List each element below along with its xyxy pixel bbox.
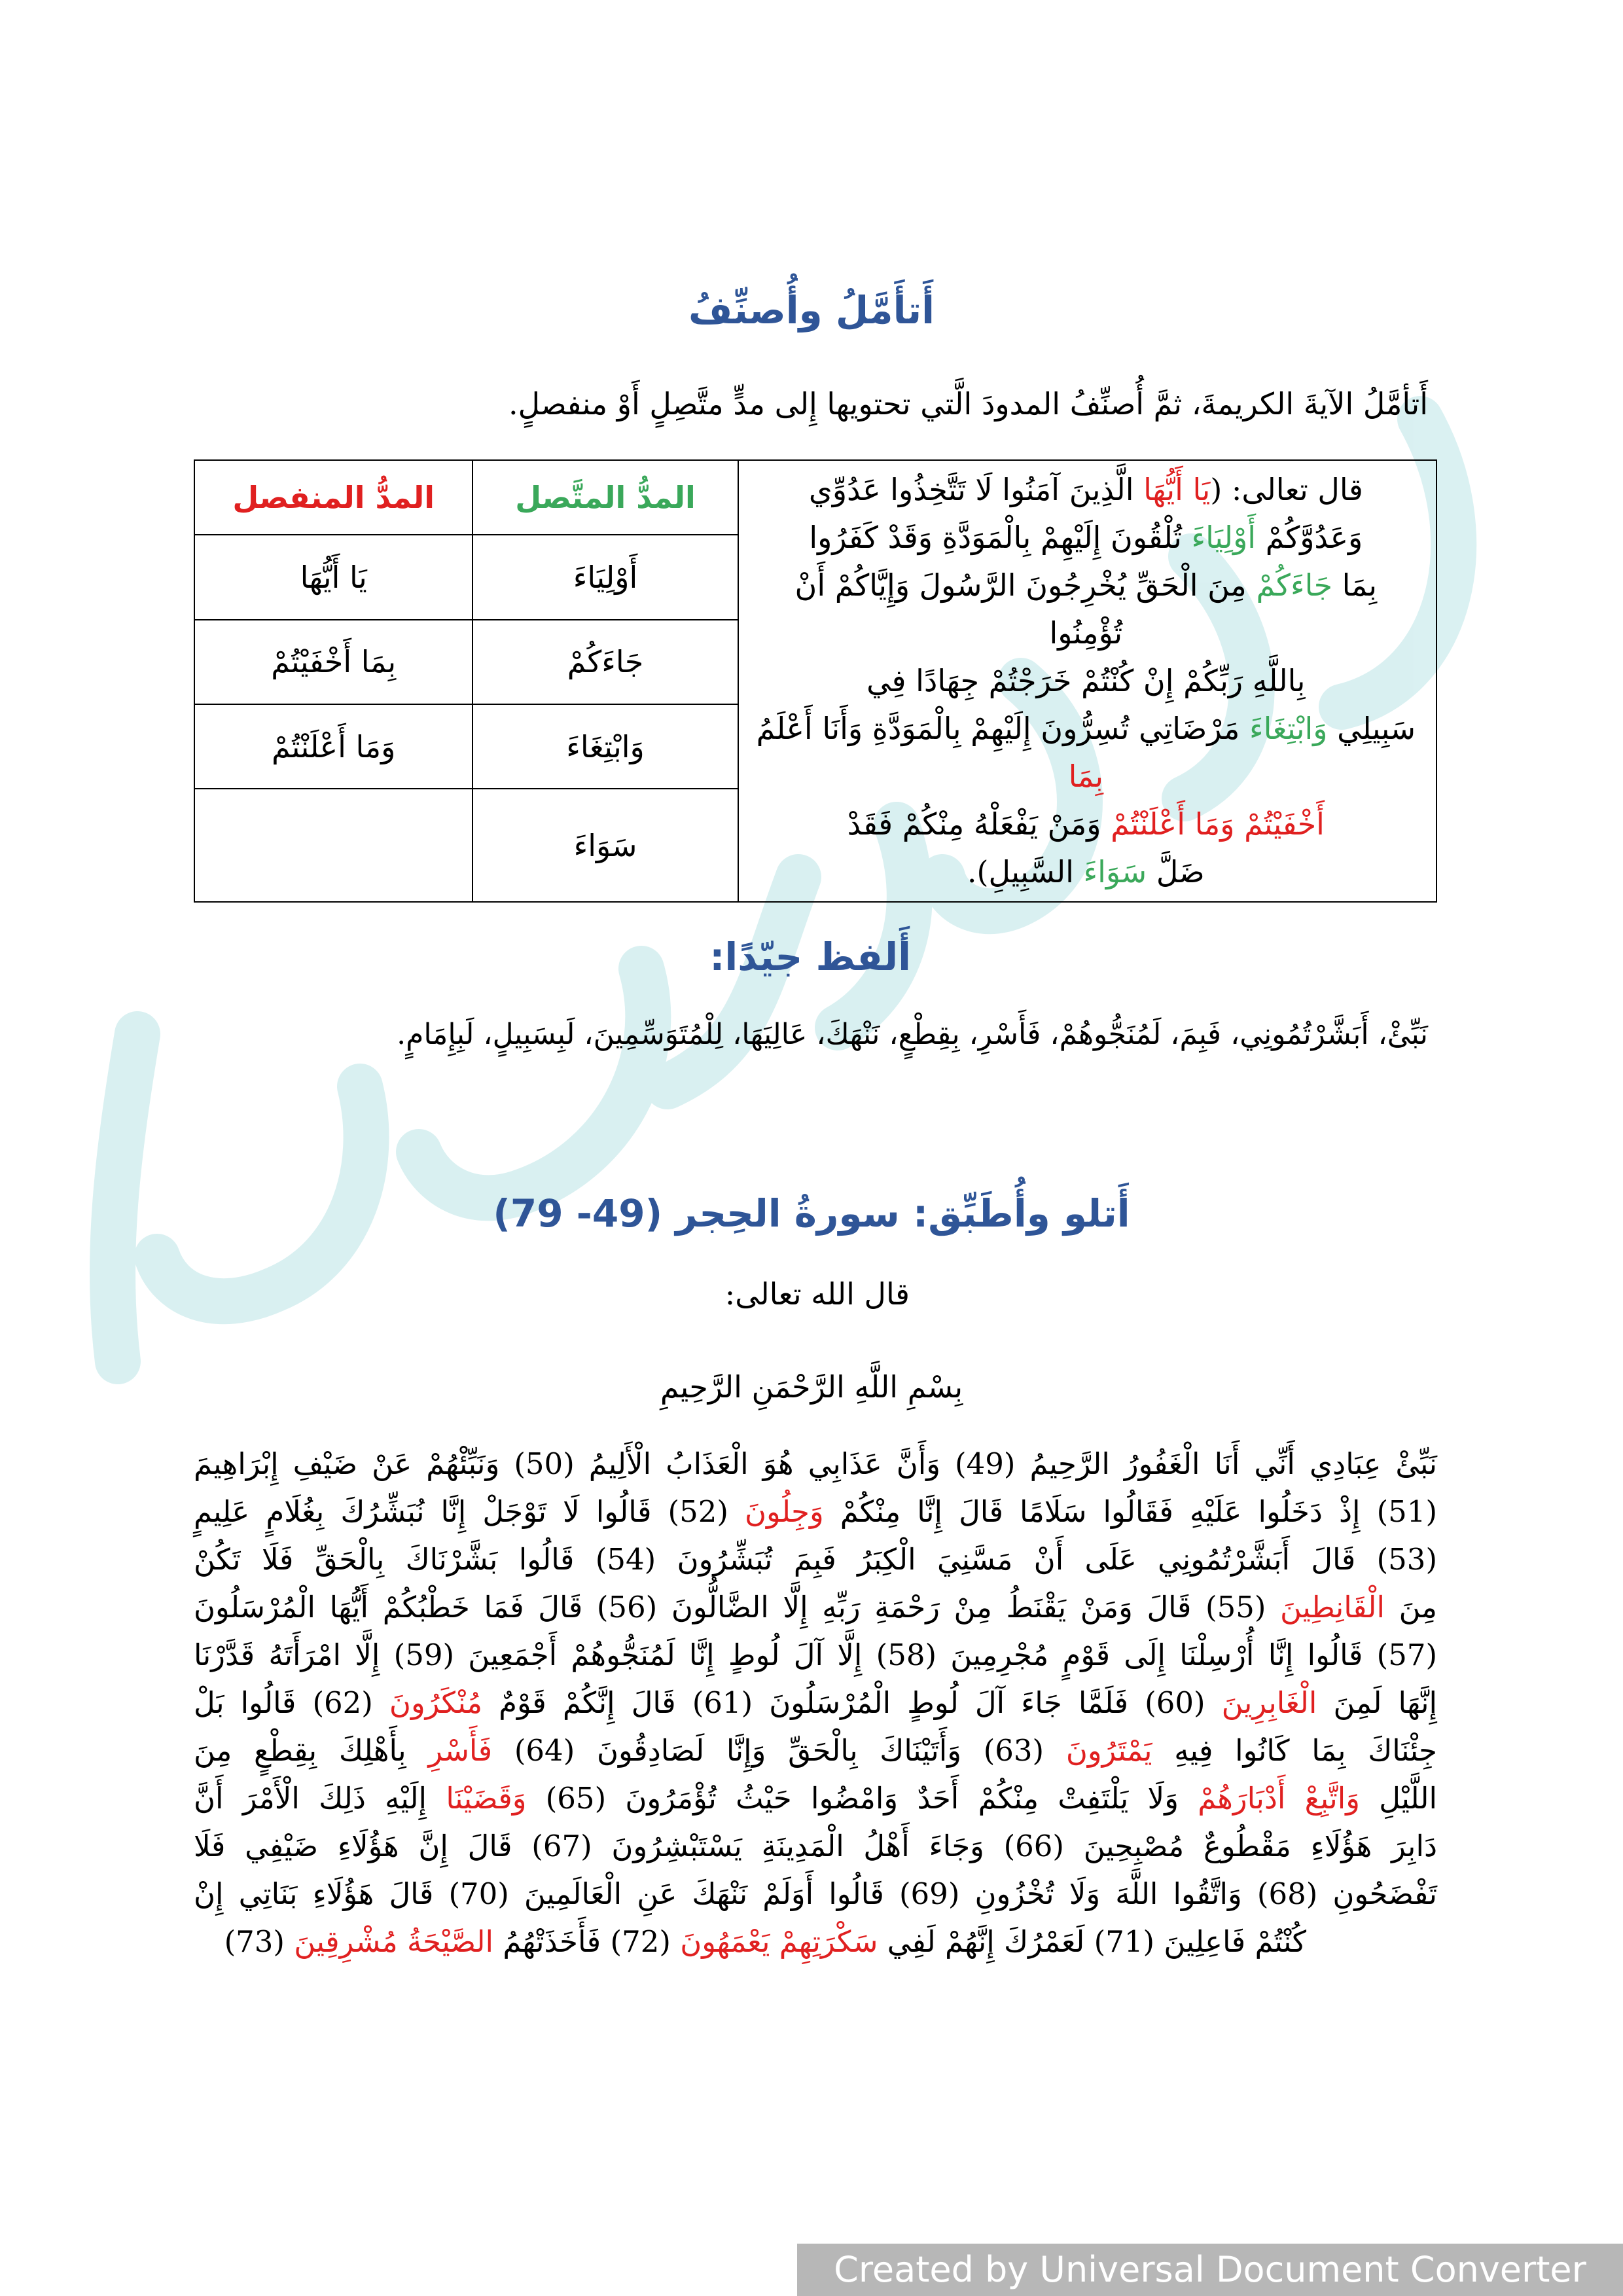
surah-text: (51) إِذْ دَخَلُوا عَلَيْهِ فَقَالُوا سَلَامًا قَالَ إِنَّا مِنْكُمْ xyxy=(823,1494,1437,1529)
surah-line-4 xyxy=(194,1583,1437,1631)
surah-text: إِنَّهَا لَمِنَ xyxy=(1317,1685,1437,1720)
surah-highlight: وَقَضَيْنَا xyxy=(446,1781,527,1816)
surah-highlight: الْغَابِرِينَ xyxy=(1221,1685,1317,1720)
verse-text: وَمَنْ يَفْعَلْهُ مِنْكُمْ فَقَدْ xyxy=(847,806,1111,842)
surah-line-10: تَفْضَحُونِ (68) وَاتَّقُوا اللَّهَ وَلَا تُخْزُونِ (69) قَالُوا أَوَلَمْ نَنْهَكَ عَنِ الْعَالَمِينَ (70) قَالَ هَؤُلَاءِ بَنَاتِي إِنْ xyxy=(194,1876,1437,1911)
verse-text: تُلْقُونَ إِلَيْهِمْ بِالْمَوَدَّةِ وَقَدْ كَفَرُوا xyxy=(809,520,1192,555)
surah-highlight: الْقَانِطِينَ xyxy=(1280,1590,1385,1624)
verse-highlight-separated: وَمَا أَعْلَنْتُمْ xyxy=(1111,806,1235,842)
verse-line-2 xyxy=(755,514,1418,562)
surah-text: (73) xyxy=(224,1924,294,1959)
connected-cell: جَاءَكُمْ xyxy=(473,620,738,704)
section-title-pronounce: أَلفظ جيّدًا: xyxy=(709,935,911,979)
surah-line-2 xyxy=(194,1488,1437,1535)
surah-text: (72) فَأَخَذَتْهُمُ xyxy=(493,1924,681,1959)
verse-line-1 xyxy=(755,466,1418,514)
separated-cell: بِمَا أَخْفَيْتُمْ xyxy=(194,620,473,704)
verse-text xyxy=(1234,806,1244,842)
separated-cell: يَا أَيُّهَا xyxy=(194,535,473,619)
said-label: قال الله تعالى: xyxy=(724,1276,910,1312)
surah-text: وَلَا يَلْتَفِتْ مِنْكُمْ أَحَدٌ وَامْضُوا حَيْثُ تُؤْمَرُونَ (65) xyxy=(526,1781,1198,1816)
section-title-recite: أَتلو وأُطَبِّق: سورةُ الحِجر (49- 79) xyxy=(493,1191,1130,1236)
pronunciation-words: نَبِّئْ، أَبَشَّرْتُمُونِي، فَبِمَ، لَمُنَجُّوهُمْ، فَأَسْرِ، بِقِطْعٍ، نَنْهَكَ، عَالِيَهَا، لِلْمُتَوَسِّمِينَ، لَبِسَبِيلٍ، لَبِإِمَامٍ. xyxy=(397,1018,1428,1051)
surah-text: (52) قَالُوا لَا تَوْجَلْ إِنَّا نُبَشِّرُكَ بِغُلَامٍ عَلِيمٍ xyxy=(194,1494,745,1529)
surah-line-8 xyxy=(194,1774,1437,1822)
verse-text: قال تعالى: ( xyxy=(1210,472,1363,507)
verse-text: سَبِيلِي xyxy=(1327,711,1416,746)
surah-text: (62) قَالُوا بَلْ xyxy=(194,1685,389,1720)
surah-line-3: (53) قَالَ أَبَشَّرْتُمُونِي عَلَى أَنْ مَسَّنِيَ الْكِبَرُ فَبِمَ تُبَشِّرُونَ (54) قَالُوا بَشَّرْنَاكَ بِالْحَقِّ فَلَا تَكُنْ xyxy=(194,1542,1437,1577)
surah-highlight: وَاتَّبِعْ أَدْبَارَهُمْ xyxy=(1198,1781,1360,1816)
madd-classification-table xyxy=(194,459,1437,903)
surah-line-11 xyxy=(194,1918,1437,1965)
surah-text: إِلَيْهِ ذَلِكَ الْأَمْرَ أَنَّ xyxy=(194,1781,446,1816)
surah-text: بِأَهْلِكَ بِقِطْعٍ مِنَ xyxy=(194,1733,429,1768)
converter-footer-badge: Created by Universal Document Converter xyxy=(797,2244,1623,2296)
surah-line-7 xyxy=(194,1727,1437,1774)
verse-highlight-connected: أَوْلِيَاءَ xyxy=(1191,520,1257,555)
connected-cell: وَابْتِغَاءَ xyxy=(473,704,738,789)
verse-line-4: بِاللَّهِ رَبِّكُمْ إِنْ كُنْتُمْ خَرَجْتُمْ جِهَادًا فِي xyxy=(866,663,1306,698)
verse-line-7 xyxy=(755,848,1418,896)
surah-highlight: مُنْكَرُونَ xyxy=(389,1685,483,1720)
verse-text: الَّذِينَ آمَنُوا لَا تَتَّخِذُوا عَدُوِّي xyxy=(808,472,1144,507)
verse-text: ضَلَّ xyxy=(1147,854,1205,889)
verse-highlight-separated: أَخْفَيْتُمْ xyxy=(1244,806,1325,842)
connected-cell: سَوَاءَ xyxy=(473,789,738,902)
surah-text: اللَّيْلِ xyxy=(1359,1781,1438,1816)
verse-highlight-separated: يَا أَيُّهَا xyxy=(1143,472,1211,507)
verse-text: مِنَ الْحَقِّ يُخْرِجُونَ الرَّسُولَ وَإِيَّاكُمْ أَنْ تُؤْمِنُوا xyxy=(794,567,1257,651)
surah-text: (60) فَلَمَّا جَاءَ آلَ لُوطٍ الْمُرْسَلُونَ (61) قَالَ إِنَّكُمْ قَوْمٌ xyxy=(482,1685,1222,1720)
surah-highlight: وَجِلُونَ xyxy=(744,1494,824,1529)
header-separated-madd: المدُّ المنفصل xyxy=(194,460,473,535)
intro-instruction: أَتأمَّلُ الآيةَ الكريمةَ، ثمَّ أُصنِّفُ المدودَ الَّتي تحتويها إِلى مدٍّ متَّصِلٍ أَوْ منفصلٍ. xyxy=(508,386,1428,422)
verse-highlight-separated: بِمَا xyxy=(1068,759,1104,794)
surah-text: جِئْنَاكَ بِمَا كَانُوا فِيهِ xyxy=(1152,1733,1437,1768)
surah-highlight: سَكْرَتِهِمْ يَعْمَهُونَ xyxy=(680,1924,878,1959)
surah-line-6 xyxy=(194,1679,1437,1727)
verse-text: السَّبِيلِ). xyxy=(967,854,1084,889)
surah-text: (55) قَالَ وَمَنْ يَقْنَطُ مِنْ رَحْمَةِ رَبِّهِ إِلَّا الضَّالُّونَ (56) قَالَ فَمَا خَطْبُكُمْ أَيُّهَا الْمُرْسَلُونَ xyxy=(194,1590,1281,1624)
verse-highlight-connected: جَاءَكُمْ xyxy=(1256,567,1333,603)
verse-highlight-connected: وَابْتِغَاءَ xyxy=(1249,711,1328,746)
surah-line-1: نَبِّئْ عِبَادِي أَنِّي أَنَا الْغَفُورُ الرَّحِيمُ (49) وَأَنَّ عَذَابِي هُوَ الْعَذَابُ الْأَلِيمُ (50) وَنَبِّئْهُمْ عَنْ ضَيْفِ إِبْرَاهِيمَ xyxy=(194,1446,1437,1481)
verse-text: مَرْضَاتِي تُسِرُّونَ إِلَيْهِمْ بِالْمَوَدَّةِ وَأَنَا أَعْلَمُ xyxy=(756,711,1249,746)
basmala: بِسْمِ اللَّهِ الرَّحْمَنِ الرَّحِيمِ xyxy=(660,1369,963,1405)
surah-text: كُنْتُمْ فَاعِلِينَ (71) لَعَمْرُكَ إِنَّهُمْ لَفِي xyxy=(878,1924,1306,1959)
verse-text: وَعَدُوَّكُمْ xyxy=(1256,520,1363,555)
verse-highlight-connected: سَوَاءَ xyxy=(1083,854,1147,889)
surah-highlight: الصَّيْحَةُ مُشْرِقِينَ xyxy=(294,1924,494,1959)
connected-cell: أَوْلِيَاءَ xyxy=(473,535,738,619)
verse-line-5 xyxy=(755,705,1418,800)
surah-line-9: دَابِرَ هَؤُلَاءِ مَقْطُوعٌ مُصْبِحِينَ (66) وَجَاءَ أَهْلُ الْمَدِينَةِ يَسْتَبْشِرُونَ (67) قَالَ إِنَّ هَؤُلَاءِ ضَيْفِي فَلَا xyxy=(194,1829,1437,1863)
surah-highlight: فَأَسْرِ xyxy=(428,1733,493,1768)
verse-line-6 xyxy=(755,800,1418,848)
verse-cell xyxy=(738,460,1436,902)
surah-line-5: (57) قَالُوا إِنَّا أُرْسِلْنَا إِلَى قَوْمٍ مُجْرِمِينَ (58) إِلَّا آلَ لُوطٍ إِنَّا لَمُنَجُّوهُمْ أَجْمَعِينَ (59) إِلَّا امْرَأَتَهُ قَدَّرْنَا xyxy=(194,1638,1438,1672)
section-title-reflect: أَتأَمَّلُ وأُصنِّفُ xyxy=(688,288,935,332)
header-connected-madd: المدُّ المتَّصل xyxy=(473,460,738,535)
surah-text: (63) وَأَتَيْنَاكَ بِالْحَقِّ وَإِنَّا لَصَادِقُونَ (64) xyxy=(492,1733,1066,1768)
separated-cell xyxy=(194,789,473,902)
surah-text: مِنَ xyxy=(1385,1590,1437,1624)
surah-highlight: يَمْتَرُونَ xyxy=(1065,1733,1152,1768)
verse-text: بِمَا xyxy=(1332,567,1378,603)
surah-al-hijr-text xyxy=(194,1440,1437,1965)
separated-cell: وَمَا أَعْلَنْتُمْ xyxy=(194,704,473,789)
verse-line-3 xyxy=(755,562,1418,657)
